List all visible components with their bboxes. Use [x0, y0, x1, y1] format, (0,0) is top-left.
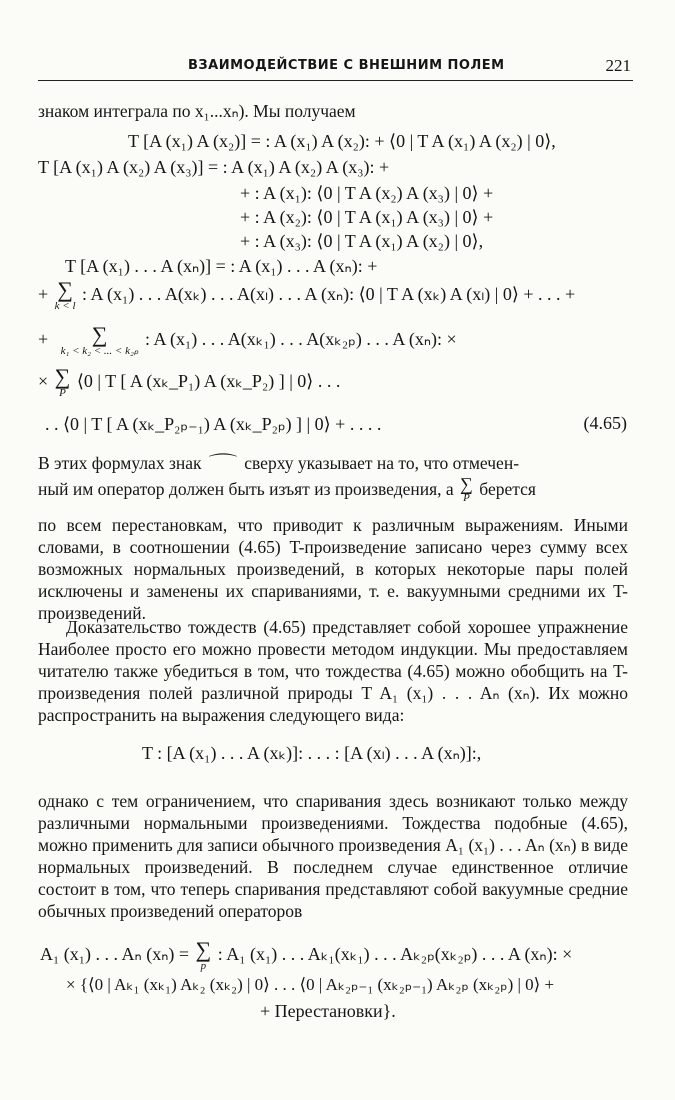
paragraph-1-body: по всем перестановкам, что приводит к различным выражениям. Иными словами, в соотношении (4.65) T-произведение записано через сумму всех возможных нормальных произведений, в которых некоторые пары полей исключены и заменены их спариваниями, т. е. вакуумными средними их T-произведений.	[38, 515, 628, 623]
contraction-arc-icon: ⌒	[208, 453, 238, 473]
sum-symbol: ∑ k < l	[54, 277, 76, 312]
sum-symbol: ∑ P	[54, 364, 71, 399]
equation-left-side: A₁ (x₁) . . . Aₙ (xₙ) =	[40, 944, 190, 965]
sum-limit: k₁ < k₂ < ... < k₂ₚ	[60, 345, 139, 357]
text-fragment: В этих формулах знак	[38, 453, 202, 473]
equation-n-point-line-2	[38, 277, 576, 312]
sum-limit: k < l	[54, 300, 76, 312]
intro-line: знаком интеграла по x₁...xₙ). Мы получаем	[38, 101, 356, 121]
equation-2-point: T [A (x₁) A (x₂)] = : A (x₁) A (x₂): + ⟨0 | T A (x₁) A (x₂) | 0⟩,	[128, 131, 556, 151]
equation-3-point-line-3: + : A (x₂): ⟨0 | T A (x₁) A (x₃) | 0⟩ +	[240, 207, 494, 227]
plus-sign: +	[38, 284, 49, 305]
paragraph-3: однако с тем ограничением, что спаривания здесь возникают только между различными нормальными произведениями. Тождества подобные (4.65), можно применить для записи обычного произведения A₁ (x₁) . . . Aₙ (xₙ) в виде нормальных произведений. В последнем случае единственное отличие состоит в том, что теперь спаривания представляют собой вакуумные средние обычных произведений операторов	[38, 791, 628, 921]
text-fragment: берется	[479, 479, 536, 499]
sum-symbol: ∑ k₁ < k₂ < ... < k₂ₚ	[60, 322, 139, 357]
sum-limit: P	[59, 387, 66, 399]
text-fragment: ный им оператор должен быть изъят из произведения, а	[38, 479, 454, 499]
equation-n-point-line-5: . . ⟨0 | T [ A (xₖ_P₂ₚ₋₁) A (xₖ_P₂ₚ) ] | 0⟩ + . . . .	[45, 414, 382, 434]
equation-3-point-line-2: + : A (x₁): ⟨0 | T A (x₂) A (x₃) | 0⟩ +	[240, 183, 494, 203]
paragraph-1-line-2	[38, 474, 628, 504]
plus-sign: +	[38, 329, 49, 350]
sum-symbol: ∑ p	[195, 937, 212, 972]
equation-final-line-3: + Перестановки}.	[260, 1001, 396, 1021]
equation-3-point-line-1: T [A (x₁) A (x₂) A (x₃)] = : A (x₁) A (x₂) A (x₃): +	[38, 157, 390, 177]
paragraph-1-line-1	[38, 452, 628, 474]
page-header	[38, 56, 633, 81]
sum-limit: P	[463, 492, 470, 504]
running-head: ВЗАИМОДЕЙСТВИЕ С ВНЕШНИМ ПОЛЕМ	[188, 58, 505, 73]
sum-symbol: ∑ P	[460, 474, 473, 504]
equation-body: : A (x₁) . . . A(xₖ₁) . . . A(xₖ₂ₚ) . . . A (xₙ): ×	[145, 329, 457, 350]
equation-mixed-normal: T : [A (x₁) . . . A (xₖ)]: . . . : [A (xₗ) . . . A (xₙ)]:,	[142, 743, 482, 763]
equation-right-side: : A₁ (x₁) . . . Aₖ₁(xₖ₁) . . . Aₖ₂ₚ(xₖ₂ₚ) . . . A (xₙ): ×	[217, 944, 573, 965]
paragraph-2: Доказательство тождеств (4.65) представляет собой хорошее упражнение Наиболее просто его можно провести методом индукции. Мы предоставляем читателю также убедиться в том, что тождества (4.65) можно обобщить на T-произведения полей различной природы T A₁ (x₁) . . . Aₙ (xₙ). Их можно распространить на выражения следующего вида:	[38, 617, 628, 725]
times-sign: ×	[38, 371, 49, 392]
equation-number: (4.65)	[583, 413, 627, 433]
equation-body: : A (x₁) . . . A(xₖ) . . . A(xₗ) . . . A (xₙ): ⟨0 | T A (xₖ) A (xₗ) | 0⟩ + . . . +	[82, 284, 576, 305]
equation-final-line-2: × {⟨0 | Aₖ₁ (xₖ₁) Aₖ₂ (xₖ₂) | 0⟩ . . . ⟨0 | Aₖ₂ₚ₋₁ (xₖ₂ₚ₋₁) Aₖ₂ₚ (xₖ₂ₚ) | 0⟩ +	[66, 975, 555, 994]
equation-n-point-line-4	[38, 364, 341, 399]
equation-body: ⟨0 | T [ A (xₖ_P₁) A (xₖ_P₂) ] | 0⟩ . . .	[76, 371, 341, 392]
equation-3-point-line-4: + : A (x₃): ⟨0 | T A (x₁) A (x₂) | 0⟩,	[240, 231, 484, 251]
page-number: 221	[605, 56, 631, 75]
equation-n-point-line-1: T [A (x₁) . . . A (xₙ)] = : A (x₁) . . . A (xₙ): +	[65, 256, 378, 276]
sum-limit: p	[200, 960, 207, 972]
equation-n-point-line-3	[38, 322, 457, 357]
equation-final-line-1	[40, 937, 573, 972]
text-fragment: сверху указывает на то, что отмечен-	[244, 453, 520, 473]
